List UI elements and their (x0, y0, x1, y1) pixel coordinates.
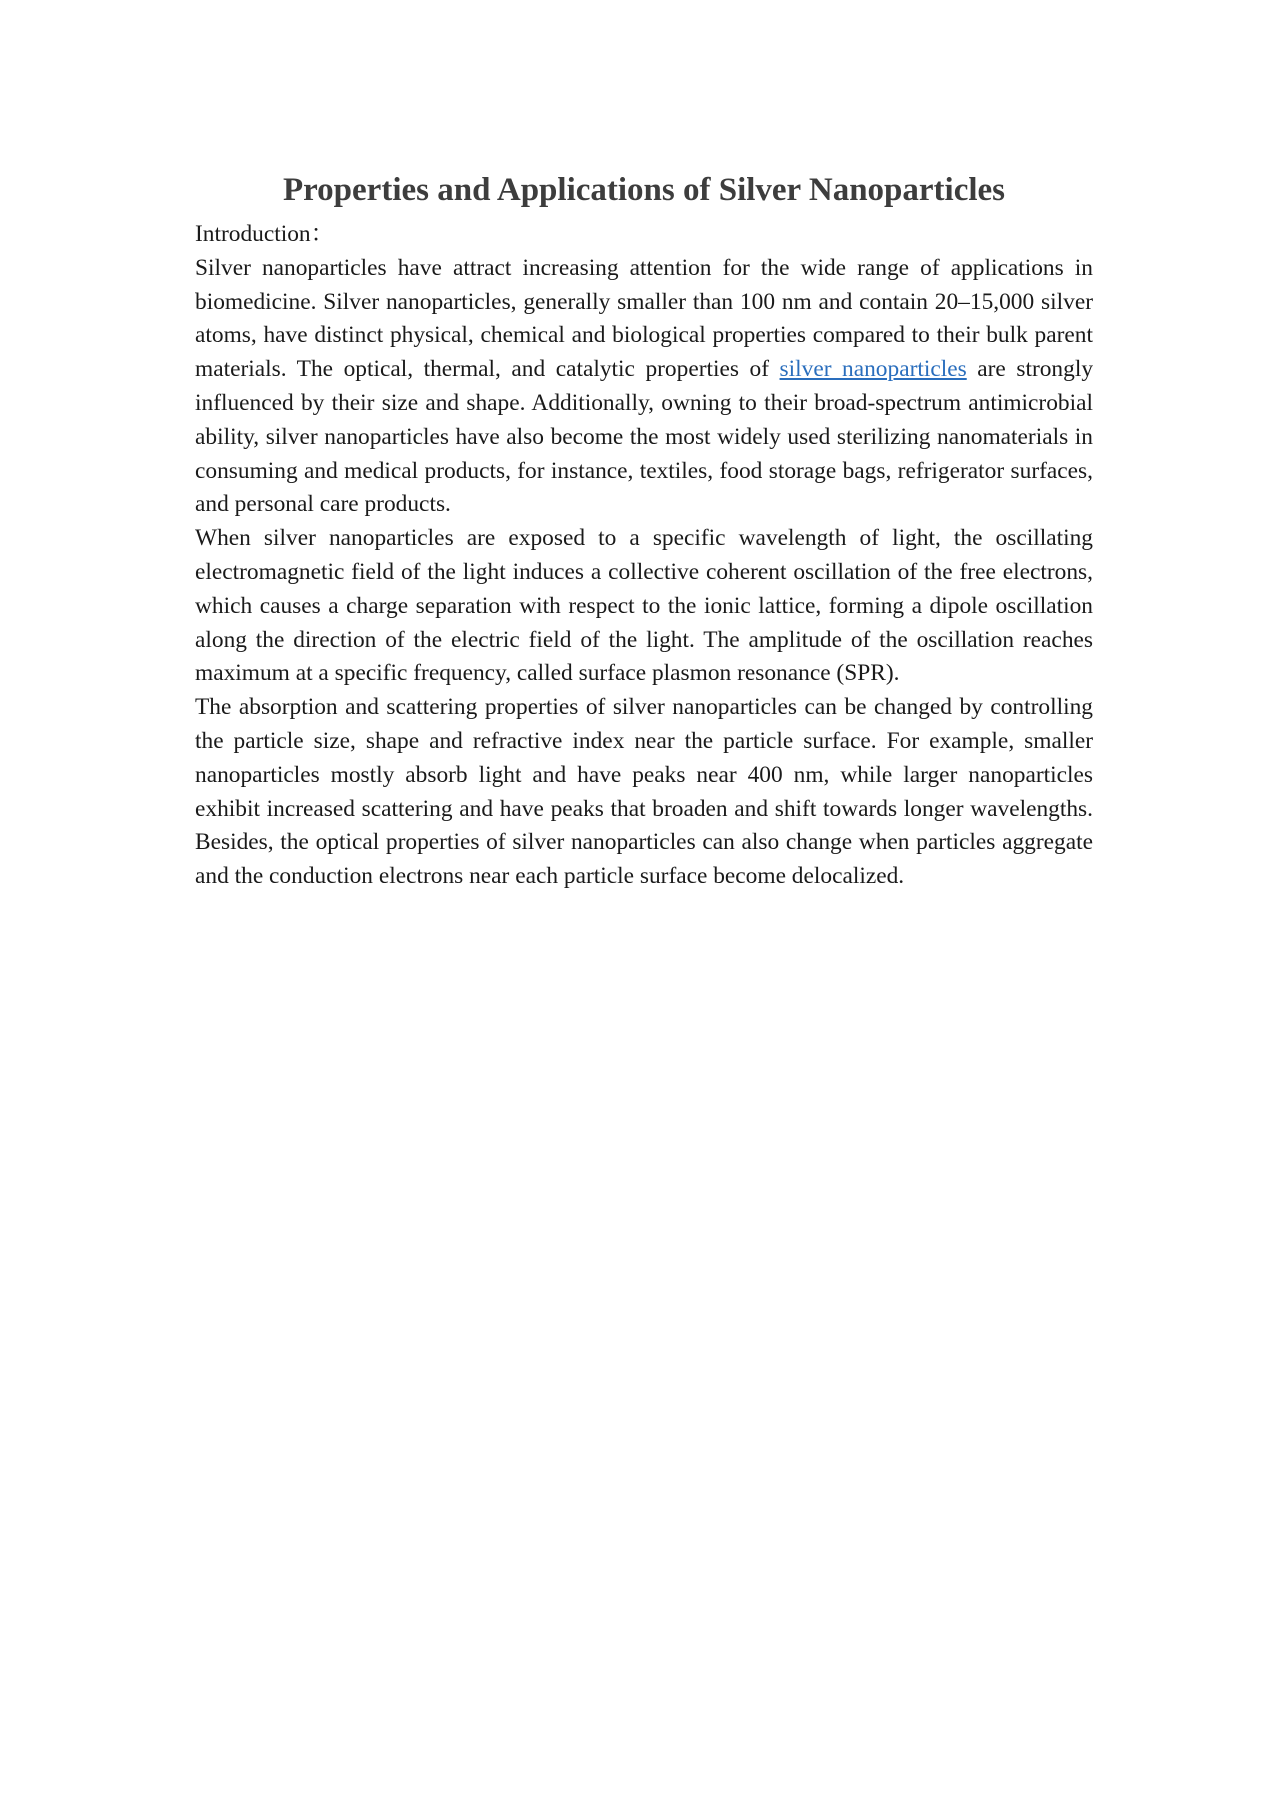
document-title: Properties and Applications of Silver Nanoparticles (282, 172, 1006, 208)
paragraph-1-text-before-link: Silver nanoparticles have attract increasing attention for the wide range of applications in biomedicine. Silver nanoparticles, generally smaller than 100 nm and contain 20–15,000 silver atoms, have distinct physical, chemical and biological properties compared to their bulk parent materials. The optical, thermal, and catalytic properties of (195, 254, 1093, 383)
paragraph-2: When silver nanoparticles are exposed to a specific wavelength of light, the oscillating electromagnetic field of the light induces a collective coherent oscillation of the free electrons, which causes a charge separation with respect to the ionic lattice, forming a dipole oscillation along the direction of the electric field of the light. The amplitude of the oscillation reaches maximum at a specific frequency, called surface plasmon resonance (SPR). (195, 525, 1093, 687)
paragraph-1-text-after-link: are strongly influenced by their size and shape. Additionally, owning to their broad-spectrum antimicrobial ability, silver nanoparticles have also become the most widely used sterilizing nanomaterials in consuming and medical products, for instance, textiles, food storage bags, refrigerator surfaces, and personal care products. (195, 356, 1094, 518)
introduction-label: Introduction： (195, 221, 335, 247)
paragraph-3: The absorption and scattering properties of silver nanoparticles can be changed by controlling the particle size, shape and refractive index near the particle surface. For example, smaller nanoparticles mostly absorb light and have peaks near 400 nm, while larger nanoparticles exhibit increased scattering and have peaks that broaden and shift towards longer wavelengths. Besides, the optical properties of silver nanoparticles can also change when particles aggregate and the conduction electrons near each particle surface become delocalized. (195, 694, 1093, 890)
paragraph-1 (195, 252, 1093, 522)
document-content (195, 168, 1093, 894)
silver-nanoparticles-link[interactable]: silver nanoparticles (779, 356, 967, 383)
